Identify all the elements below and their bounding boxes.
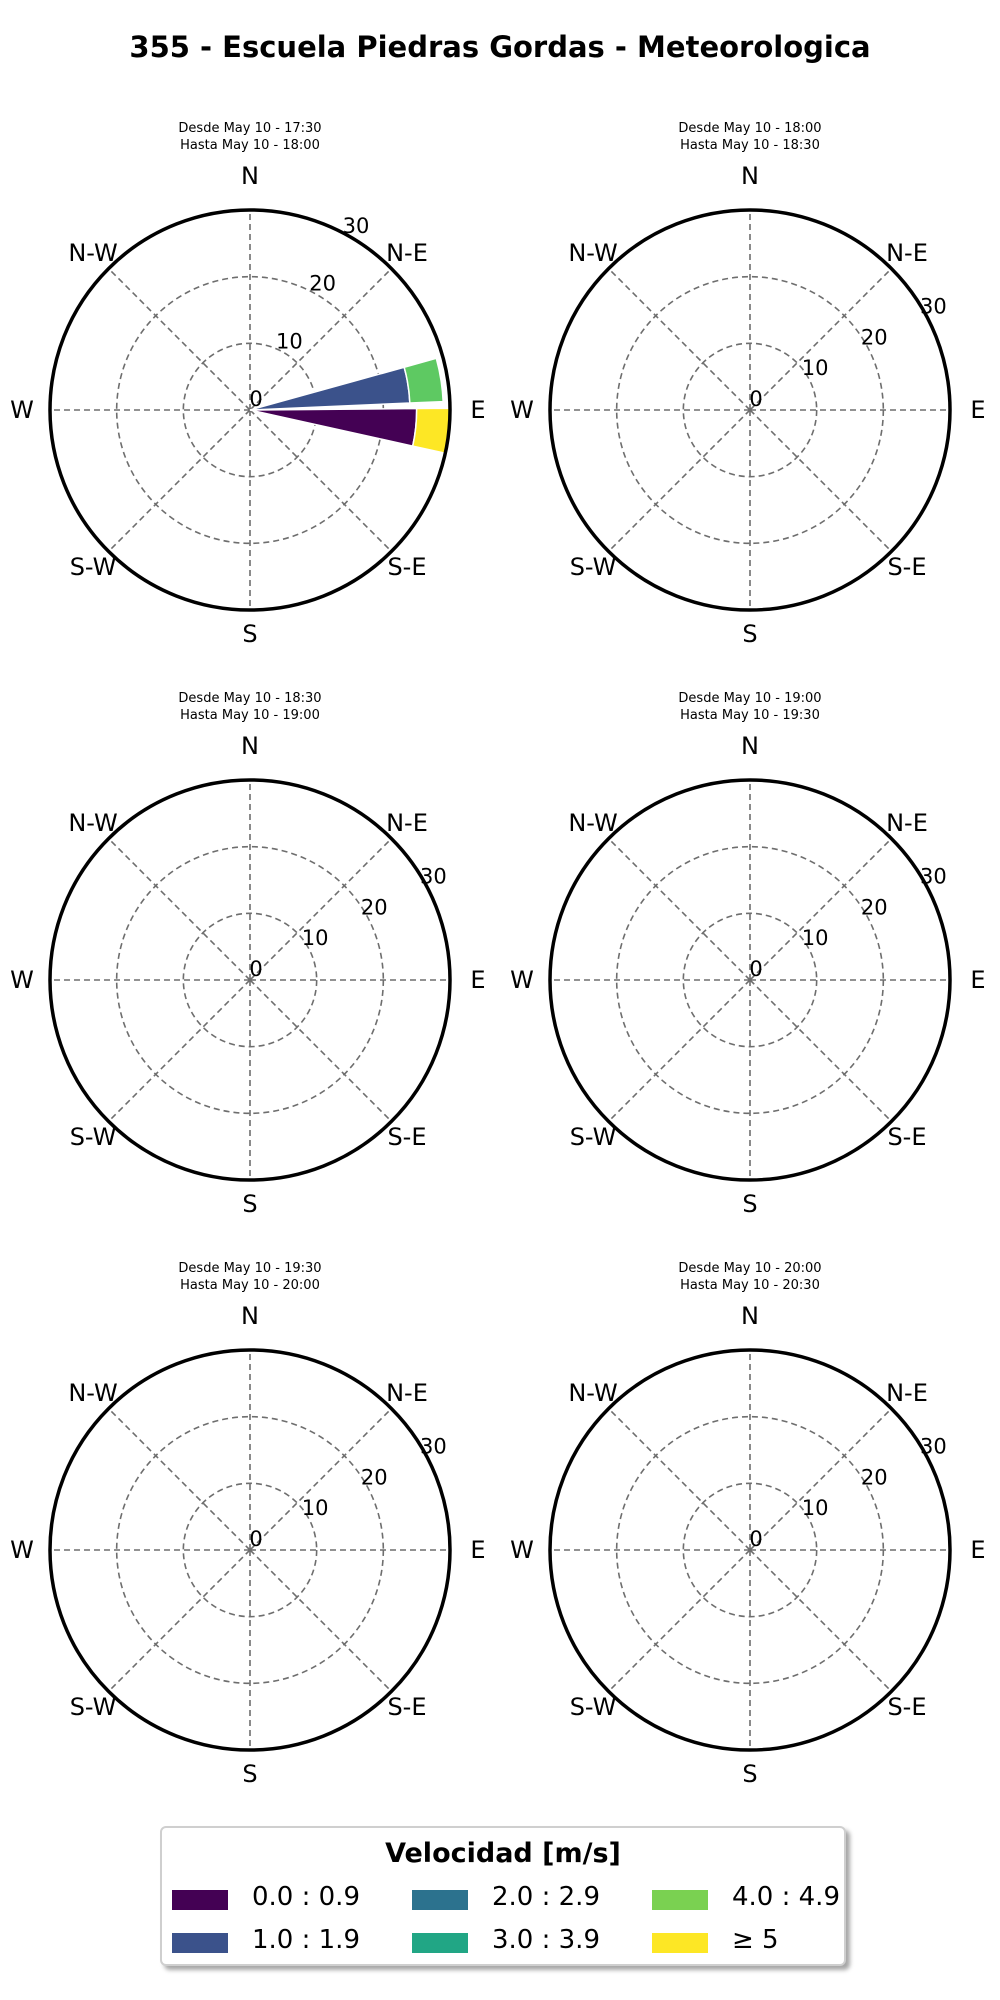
direction-label: S xyxy=(242,620,258,648)
grid-spoke xyxy=(109,1550,250,1691)
grid-spoke xyxy=(109,980,250,1121)
radial-tick-label: 0 xyxy=(249,957,263,981)
direction-label: S-E xyxy=(387,1692,427,1721)
direction-label: W xyxy=(10,1536,34,1564)
windrose-chart xyxy=(0,0,500,648)
grid-spoke xyxy=(609,839,750,980)
direction-label: N-E xyxy=(886,1379,928,1408)
legend-label: 2.0 : 2.9 xyxy=(492,1882,600,1912)
windrose-chart xyxy=(0,1140,500,1788)
radial-tick-label: 10 xyxy=(801,1496,829,1521)
direction-label: N xyxy=(241,732,259,760)
direction-label: N xyxy=(741,1302,759,1330)
direction-label: N-E xyxy=(386,1379,428,1408)
panel-subtitle-to: Hasta May 10 - 20:00 xyxy=(180,1278,320,1293)
direction-label: N-W xyxy=(568,809,618,838)
windrose-panel xyxy=(500,0,1000,648)
direction-label: N-E xyxy=(886,239,928,268)
direction-label: E xyxy=(470,966,486,994)
direction-label: E xyxy=(970,396,986,424)
radial-tick-label: 10 xyxy=(301,1496,329,1521)
windrose-panel xyxy=(500,570,1000,1218)
legend xyxy=(160,1826,846,1966)
panel-subtitle-to: Hasta May 10 - 18:00 xyxy=(180,138,320,153)
legend-label: 3.0 : 3.9 xyxy=(492,1925,600,1955)
direction-label: E xyxy=(970,1536,986,1564)
direction-label: N-E xyxy=(886,809,928,838)
radial-tick-label: 30 xyxy=(420,1434,447,1459)
legend-swatch xyxy=(172,1890,228,1910)
windrose-panel xyxy=(0,570,500,1218)
windrose-chart xyxy=(500,1140,1000,1788)
direction-label: N xyxy=(241,162,259,190)
direction-label: W xyxy=(10,966,34,994)
grid-spoke xyxy=(109,1409,250,1550)
grid-spoke xyxy=(609,269,750,410)
panel-subtitle-from: Desde May 10 - 20:00 xyxy=(678,1261,822,1276)
direction-label: E xyxy=(970,966,986,994)
windrose-chart xyxy=(500,570,1000,1218)
grid-spoke xyxy=(609,1550,750,1691)
grid-spoke xyxy=(109,269,250,410)
direction-label: S-W xyxy=(569,1122,617,1151)
radial-tick-label: 20 xyxy=(860,895,888,920)
direction-label: S-W xyxy=(569,1692,617,1721)
grid-spoke xyxy=(609,1409,750,1550)
panel-subtitle-to: Hasta May 10 - 18:30 xyxy=(680,138,820,153)
direction-label: N xyxy=(241,1302,259,1330)
direction-label: S-E xyxy=(887,1692,927,1721)
chart-main-title: 355 - Escuela Piedras Gordas - Meteorologica xyxy=(129,30,871,64)
radial-tick-label: 20 xyxy=(860,325,888,350)
direction-label: S-E xyxy=(887,552,927,581)
radial-tick-label: 10 xyxy=(801,926,829,951)
radial-tick-label: 10 xyxy=(275,329,303,354)
direction-label: N-W xyxy=(568,239,618,268)
direction-label: S-E xyxy=(887,1122,927,1151)
direction-label: N xyxy=(741,732,759,760)
wind-bar-segment xyxy=(250,367,410,410)
direction-label: S-W xyxy=(69,1122,117,1151)
direction-label: E xyxy=(470,1536,486,1564)
legend-swatch xyxy=(652,1890,708,1910)
panel-subtitle-to: Hasta May 10 - 19:00 xyxy=(180,708,320,723)
direction-label: W xyxy=(510,1536,534,1564)
radial-tick-label: 30 xyxy=(920,864,947,889)
panel-subtitle-from: Desde May 10 - 18:30 xyxy=(178,691,322,706)
panel-subtitle-from: Desde May 10 - 19:30 xyxy=(178,1261,322,1276)
panel-subtitle-to: Hasta May 10 - 20:30 xyxy=(680,1278,820,1293)
direction-label: S xyxy=(742,620,758,648)
direction-label: S xyxy=(742,1760,758,1788)
radial-tick-label: 30 xyxy=(920,294,947,319)
direction-label: S xyxy=(242,1190,258,1218)
wind-bar-segment xyxy=(413,408,450,453)
radial-tick-label: 0 xyxy=(749,1527,763,1551)
direction-label: N-W xyxy=(68,239,118,268)
radial-tick-label: 10 xyxy=(301,926,329,951)
grid-spoke xyxy=(250,980,391,1121)
grid-spoke xyxy=(750,410,891,551)
grid-spoke xyxy=(109,839,250,980)
direction-label: W xyxy=(510,396,534,424)
grid-spoke xyxy=(750,980,891,1121)
grid-spoke xyxy=(109,410,250,551)
radial-tick-label: 0 xyxy=(749,387,763,411)
direction-label: W xyxy=(510,966,534,994)
windrose-chart xyxy=(500,0,1000,648)
direction-label: N-E xyxy=(386,239,428,268)
radial-tick-label: 10 xyxy=(801,356,829,381)
panel-subtitle-to: Hasta May 10 - 19:30 xyxy=(680,708,820,723)
legend-label: 4.0 : 4.9 xyxy=(732,1882,840,1912)
direction-label: E xyxy=(470,396,486,424)
windrose-chart xyxy=(0,570,500,1218)
direction-label: S-E xyxy=(387,1122,427,1151)
legend-label: 0.0 : 0.9 xyxy=(252,1882,360,1912)
radial-tick-label: 30 xyxy=(920,1434,947,1459)
direction-label: S-W xyxy=(69,1692,117,1721)
direction-label: N xyxy=(741,162,759,190)
legend-swatch xyxy=(412,1890,468,1910)
direction-label: W xyxy=(10,396,34,424)
radial-tick-label: 0 xyxy=(249,387,263,411)
direction-label: N-W xyxy=(68,809,118,838)
radial-tick-label: 20 xyxy=(860,1465,888,1490)
legend-label: 1.0 : 1.9 xyxy=(252,1925,360,1955)
panel-subtitle-from: Desde May 10 - 18:00 xyxy=(678,121,822,136)
grid-spoke xyxy=(250,1550,391,1691)
radial-tick-label: 0 xyxy=(749,957,763,981)
direction-label: N-W xyxy=(568,1379,618,1408)
wind-bar-segment xyxy=(404,358,443,403)
legend-label: ≥ 5 xyxy=(732,1925,779,1955)
radial-tick-label: 30 xyxy=(420,864,447,889)
grid-spoke xyxy=(609,980,750,1121)
windrose-panel xyxy=(0,1140,500,1788)
wind-bar-segment xyxy=(250,409,417,447)
direction-label: S xyxy=(742,1190,758,1218)
radial-tick-label: 20 xyxy=(360,895,388,920)
direction-label: S-W xyxy=(69,552,117,581)
direction-label: S-E xyxy=(387,552,427,581)
direction-label: N-E xyxy=(386,809,428,838)
legend-swatch xyxy=(172,1933,228,1953)
radial-tick-label: 30 xyxy=(342,213,370,238)
radial-tick-label: 20 xyxy=(309,271,337,296)
direction-label: S xyxy=(242,1760,258,1788)
direction-label: N-W xyxy=(68,1379,118,1408)
windrose-panel xyxy=(0,0,500,648)
legend-swatch xyxy=(652,1933,708,1953)
grid-spoke xyxy=(750,1550,891,1691)
panel-subtitle-from: Desde May 10 - 17:30 xyxy=(178,121,322,136)
legend-title: Velocidad [m/s] xyxy=(385,1838,621,1869)
radial-tick-label: 20 xyxy=(360,1465,388,1490)
windrose-panel xyxy=(500,1140,1000,1788)
grid-spoke xyxy=(609,410,750,551)
direction-label: S-W xyxy=(569,552,617,581)
radial-tick-label: 0 xyxy=(249,1527,263,1551)
panel-subtitle-from: Desde May 10 - 19:00 xyxy=(678,691,822,706)
legend-swatch xyxy=(412,1933,468,1953)
